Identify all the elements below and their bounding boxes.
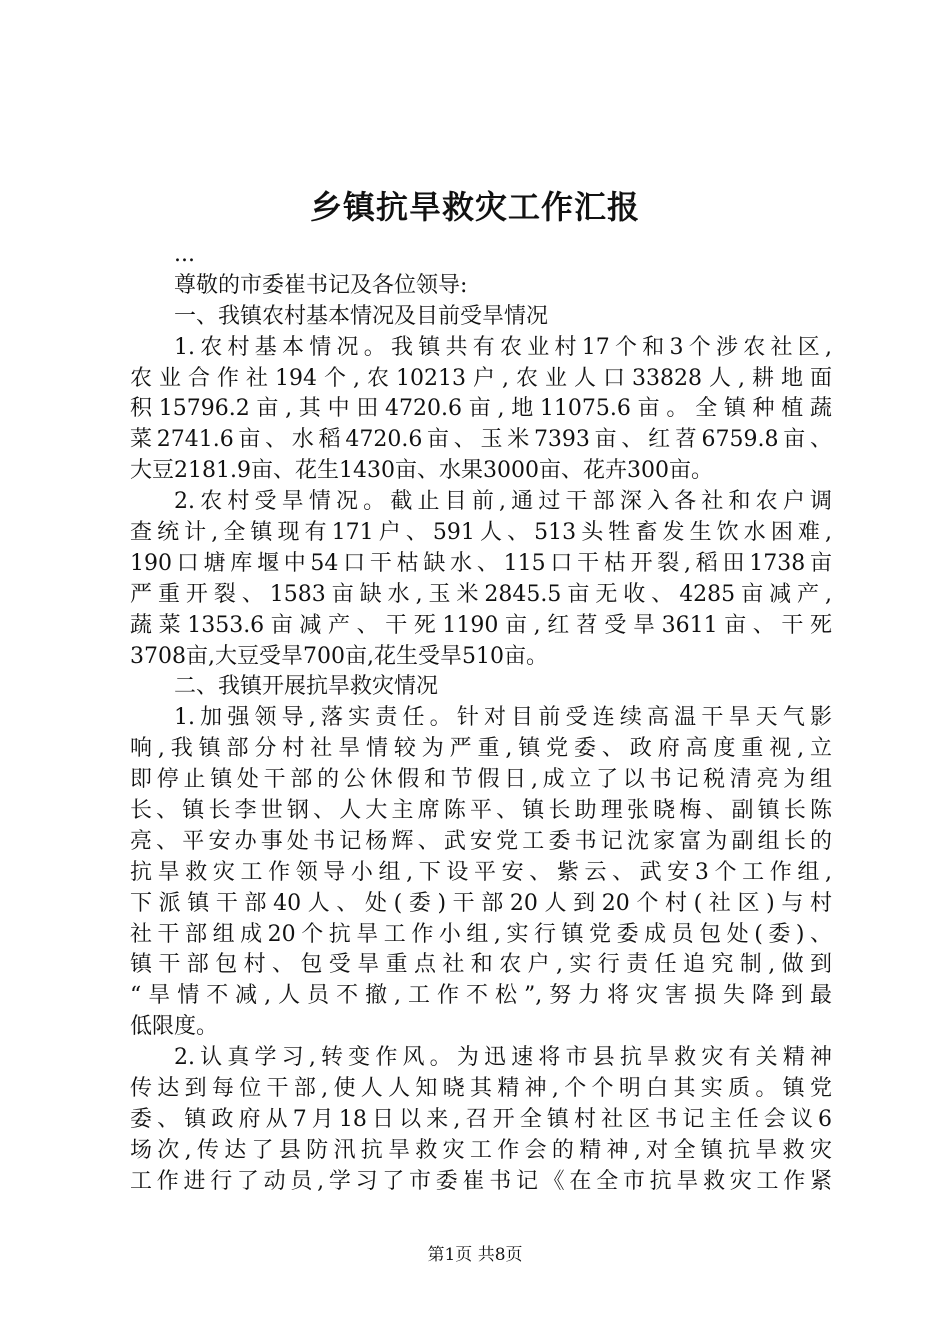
paragraph-line: 即停止镇处干部的公休假和节假日,成立了以书记税清亮为组 bbox=[130, 767, 832, 793]
document-title: 乡镇抗旱救灾工作汇报 bbox=[309, 188, 640, 226]
paragraph-line: 农业合作社194个,农10213户,农业人口33828人,耕地面 bbox=[130, 365, 832, 391]
paragraph-line: 2.认真学习,转变作风。为迅速将市县抗旱救灾有关精神 bbox=[174, 1045, 832, 1071]
paragraph-line: 菜2741.6亩、水稻4720.6亩、玉米7393亩、红苕6759.8亩、 bbox=[130, 427, 832, 453]
section-heading-1: 一、我镇农村基本情况及目前受旱情况 bbox=[174, 303, 549, 329]
paragraph-line: 查统计,全镇现有171户、591人、513头牲畜发生饮水困难, bbox=[130, 520, 832, 546]
paragraph-line: 积15796.2亩,其中田4720.6亩,地11075.6亩。全镇种植蔬 bbox=[130, 396, 832, 422]
paragraph-line: 1.加强领导,落实责任。针对目前受连续高温干旱天气影 bbox=[174, 705, 832, 731]
paragraph-line: 大豆2181.9亩、花生1430亩、水果3000亩、花卉300亩。 bbox=[130, 458, 713, 484]
ellipsis-line: ... bbox=[174, 242, 195, 267]
paragraph-line: 1.农村基本情况。我镇共有农业村17个和3个涉农社区, bbox=[174, 334, 832, 360]
paragraph-line: 低限度。 bbox=[130, 1014, 219, 1040]
paragraph-line: 严重开裂、1583亩缺水,玉米2845.5亩无收、4285亩减产, bbox=[130, 581, 832, 607]
paragraph-line: 抗旱救灾工作领导小组,下设平安、紫云、武安3个工作组, bbox=[130, 859, 832, 885]
paragraph-line: 亮、平安办事处书记杨辉、武安党工委书记沈家富为副组长的 bbox=[130, 828, 832, 854]
paragraph-line: 社干部组成20个抗旱工作小组,实行镇党委成员包处(委)、 bbox=[130, 921, 832, 947]
paragraph-line: “旱情不减,人员不撤,工作不松”,努力将灾害损失降到最 bbox=[130, 983, 832, 1009]
document-body bbox=[130, 240, 832, 1198]
paragraph-line: 委、镇政府从7月18日以来,召开全镇村社区书记主任会议6 bbox=[130, 1106, 832, 1132]
paragraph-line: 2.农村受旱情况。截止目前,通过干部深入各社和农户调 bbox=[174, 489, 832, 515]
paragraph-line: 工作进行了动员,学习了市委崔书记《在全市抗旱救灾工作紧 bbox=[130, 1168, 832, 1194]
paragraph-line: 蔬菜1353.6亩减产、干死1190亩,红苕受旱3611亩、干死 bbox=[130, 612, 832, 638]
paragraph-line: 场次,传达了县防汛抗旱救灾工作会的精神,对全镇抗旱救灾 bbox=[130, 1137, 832, 1163]
paragraph-line: 190口塘库堰中54口干枯缺水、115口干枯开裂,稻田1738亩 bbox=[130, 550, 832, 576]
paragraph-line: 3708亩,大豆受旱700亩,花生受旱510亩。 bbox=[130, 643, 548, 669]
paragraph-line: 传达到每位干部,使人人知晓其精神,个个明白其实质。镇党 bbox=[130, 1076, 832, 1102]
paragraph-line: 长、镇长李世钢、人大主席陈平、镇长助理张晓梅、副镇长陈 bbox=[130, 798, 832, 824]
paragraph-line: 镇干部包村、包受旱重点社和农户,实行责任追究制,做到 bbox=[130, 952, 832, 978]
section-heading-2: 二、我镇开展抗旱救灾情况 bbox=[174, 674, 439, 700]
paragraph-line: 响,我镇部分村社旱情较为严重,镇党委、政府高度重视,立 bbox=[130, 736, 832, 762]
salutation: 尊敬的市委崔书记及各位领导: bbox=[174, 272, 468, 298]
paragraph-line: 下派镇干部40人、处(委)干部20人到20个村(社区)与村 bbox=[130, 890, 832, 916]
page-footer: 第1页 共8页 bbox=[427, 1245, 523, 1265]
